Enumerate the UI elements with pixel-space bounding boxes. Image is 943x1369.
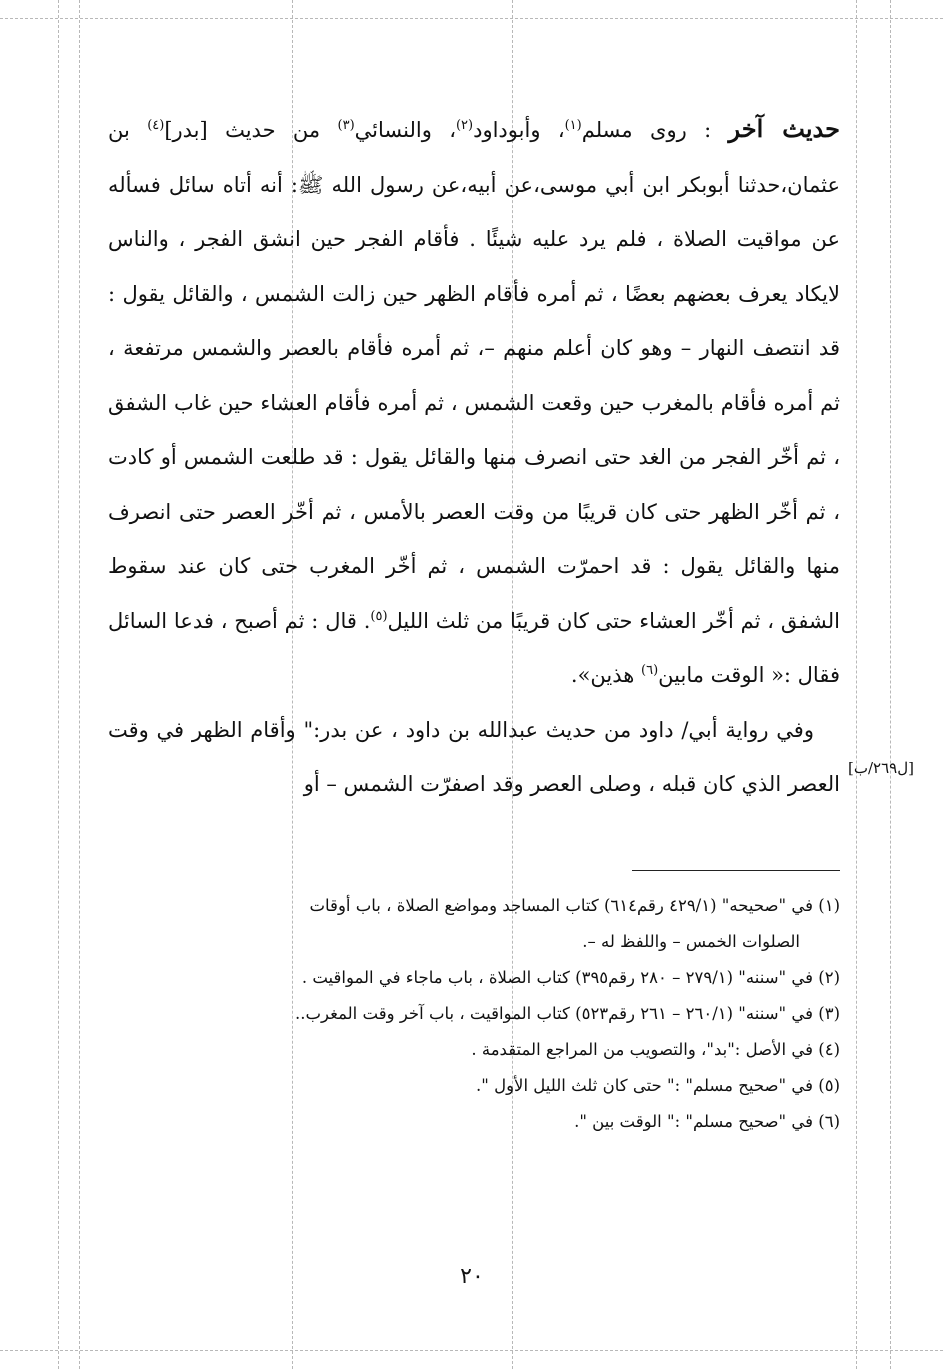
scan-guide-line: [0, 18, 943, 19]
footnote-2: (٢) في "سننه" (٢٧٩/١ – ٢٨٠ رقم٣٩٥) كتاب الصلاة ، باب ماجاء في المواقيت .: [301, 968, 840, 987]
footnote-1: (١) في "صحيحه" (٤٢٩/١ رقم٦١٤) كتاب المساجد ومواضع الصلاة ، باب أوقات: [309, 896, 840, 915]
paragraph-1: [108, 102, 840, 703]
text-segment: ، والنسائي: [354, 118, 456, 142]
text-segment: : روى مسلم: [581, 118, 729, 142]
footnote-6: (٦) في "صحيح مسلم" :" الوقت بين ".: [574, 1112, 840, 1131]
footnote-1-continuation: الصلوات الخمس – واللفظ له –.: [582, 932, 800, 951]
scan-guide-line: [0, 1350, 943, 1351]
text-segment: . قال : ثم أصبح ، فدعا السائل فقال :« الوقت مابين: [108, 608, 840, 687]
footnote-ref-4: (٤): [147, 118, 165, 133]
footnote-ref-5: (٥): [370, 608, 388, 624]
paragraph-2: وفي رواية أبي/ داود من حديث عبدالله بن داود ، عن بدر:" وأقام الظهر في وقت العصر الذي كان قبله ، وصلى العصر وقد اصفرّت الشمس – أو: [108, 717, 840, 796]
text-segment: من حديث [بدر]: [164, 118, 338, 142]
footnote-ref-3: (٣): [337, 118, 355, 133]
footnote-ref-1: (١): [564, 118, 582, 133]
scan-guide-line: [890, 0, 891, 1369]
footnote-ref-6: (٦): [641, 663, 659, 678]
scan-guide-line: [79, 0, 80, 1369]
manuscript-folio-note: [ل٢٦٩/ب]: [848, 759, 914, 777]
page-number: ٢٠: [460, 1264, 484, 1289]
text-segment: بن عثمان،حدثنا أبوبكر ابن أبي موسى،عن أبيه،عن رسول الله ﷺ: أنه أتاه سائل فسأله عن مواقيت الصلاة ، فلم يرد عليه شيئًا . فأقام الفجر حين انشق الفجر ، والناس لايكاد يعرف بعضهم بعضًا ، ثم أمره فأقام الظهر حين زالت الشمس ، والقائل يقول : قد انتصف النهار – وهو كان أعلم منهم –، ثم أمره فأقام بالعصر والشمس مرتفعة ، ثم أمره فأقام بالمغرب حين وقعت الشمس ، ثم أمره فأقام العشاء حين غاب الشفق ، ثم أخّر الفجر من الغد حتى انصرف منها والقائل يقول : قد طلعت الشمس أو كادت ، ثم أخّر الظهر حتى كان قريبًا من وقت العصر بالأمس ، ثم أخّر العصر حتى انصرف منها والقائل يقول : قد احمرّت الشمس ، ثم أخّر المغرب حتى كان عند سقوط الشفق ، ثم أخّر العشاء حتى كان قريبًا من ثلث الليل: [108, 118, 840, 633]
footnote-5: (٥) في "صحيح مسلم" :" حتى كان ثلث الليل الأول ".: [476, 1076, 840, 1095]
scan-guide-line: [58, 0, 59, 1369]
footnote-separator: [632, 870, 840, 871]
scan-guide-line: [856, 0, 857, 1369]
footnote-3: (٣) في "سننه" (٢٦٠/١ – ٢٦١ رقم٥٢٣) كتاب المواقيت ، باب آخر وقت المغرب..: [295, 1004, 840, 1023]
text-segment: هذين».: [570, 663, 642, 687]
footnote-4: (٤) في الأصل :"بد"، والتصويب من المراجع المتقدمة .: [471, 1040, 840, 1059]
footnotes: [112, 888, 840, 1140]
text-segment: ، وأبوداود: [473, 118, 565, 142]
footnote-ref-2: (٢): [455, 118, 474, 133]
main-text: [108, 102, 840, 812]
hadith-heading: حديث آخر: [728, 114, 840, 143]
